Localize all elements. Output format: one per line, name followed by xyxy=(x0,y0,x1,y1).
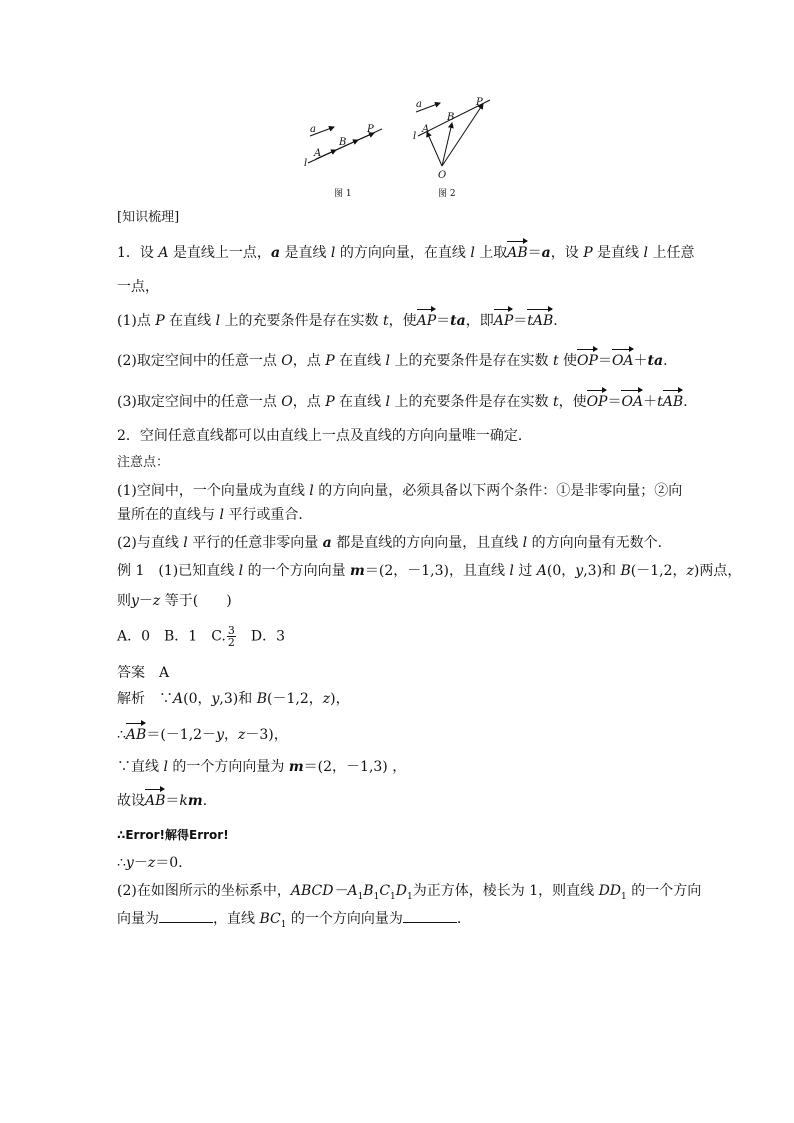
answer-blank-1[interactable] xyxy=(159,910,213,923)
fig2-point-a: A xyxy=(422,124,430,135)
example-1-2-line-1: (2)在如图所示的坐标系中，$ABCD-A_1B_1C_1D_1$为正方体，棱长为 1，则直线 $DD_1$ 的一个方向 xyxy=(117,883,702,902)
solution-line-4: 故设AB＝km. xyxy=(117,793,208,809)
item-1-1: (1)点 P 在直线 l 上的充要条件是存在实数 t，使AP＝ta，即AP＝tAB. xyxy=(117,313,558,329)
figure-2 xyxy=(413,97,490,199)
example-1-choices: A．0 B．1 C. $\frac{3}{2}$ D．3 xyxy=(117,624,286,649)
section-heading: [知识梳理] xyxy=(117,210,180,225)
solution-line-1: 解析 ∵A(0，y,3)和 B(－1,2，z)， xyxy=(117,691,350,707)
fig1-point-b: B xyxy=(339,137,347,148)
figure-diagrams xyxy=(290,92,510,204)
example-1-line-2: 则y－z 等于( ) xyxy=(117,593,232,609)
solution-error-line: ∴Error!解得Error! xyxy=(117,828,229,842)
item-1-3: (3)取定空间中的任意一点 O，点 P 在直线 l 上的充要条件是存在实数 t，使OP＝OA＋tAB. xyxy=(117,394,688,410)
fig1-point-p: P xyxy=(367,124,374,135)
item-1-line-1: 1．设 A 是直线上一点，a 是直线 l 的方向向量，在直线 l 上取AB＝a，设 P 是直线 l 上任意 xyxy=(117,245,695,261)
fig2-vector-label: a xyxy=(416,99,422,110)
answer-blank-2[interactable] xyxy=(403,910,457,923)
fraction: $\frac{3}{2}$ xyxy=(227,624,235,649)
item-1-2: (2)取定空间中的任意一点 O，点 P 在直线 l 上的充要条件是存在实数 t 使OP＝OA＋ta. xyxy=(117,353,668,369)
solution-line-5: ∴y－z＝0. xyxy=(117,855,183,871)
item-2: 2．空间任意直线都可以由直线上一点及直线的方向向量唯一确定． xyxy=(117,428,532,444)
fig2-caption: 图 2 xyxy=(438,189,456,199)
fig2-point-o: O xyxy=(438,170,447,181)
solution-line-2: ∴AB＝(－1,2－y，z－3)， xyxy=(117,727,288,743)
fig1-caption: 图 1 xyxy=(334,189,352,199)
notes-title: 注意点： xyxy=(117,455,170,470)
fig1-line-label: l xyxy=(304,158,308,169)
figure-1 xyxy=(304,124,382,199)
item-1-line-2: 一点， xyxy=(117,279,159,295)
fig2-point-p: P xyxy=(476,97,483,108)
note-1-line-2: 量所在的直线与 l 平行或重合． xyxy=(117,507,313,523)
figures xyxy=(290,92,510,204)
example-1-line-1: 例 1 (1)已知直线 l 的一个方向向量 m＝(2，－1,3)，且直线 l 过 A(0，y,3)和 B(－1,2，z)两点， xyxy=(117,563,742,579)
solution-line-3: ∵直线 l 的一个方向向量为 m＝(2，－1,3) ， xyxy=(117,759,407,775)
fig1-point-a: A xyxy=(314,148,322,159)
fig2-line-label: l xyxy=(413,131,417,142)
note-1-line-1: (1)空间中，一个向量成为直线 l 的方向向量，必须具备以下两个条件：①是非零向量；②向 xyxy=(117,483,683,499)
example-1-answer: 答案 A xyxy=(117,665,170,681)
example-1-2-line-2: 向量为 ，直线 $BC_1$ 的一个方向向量为 . xyxy=(117,911,462,930)
fig1-vector-label: a xyxy=(310,124,316,135)
fig2-point-b: B xyxy=(447,112,455,123)
note-2: (2)与直线 l 平行的任意非零向量 a 都是直线的方向向量，且直线 l 的方向向量有无数个． xyxy=(117,535,672,551)
